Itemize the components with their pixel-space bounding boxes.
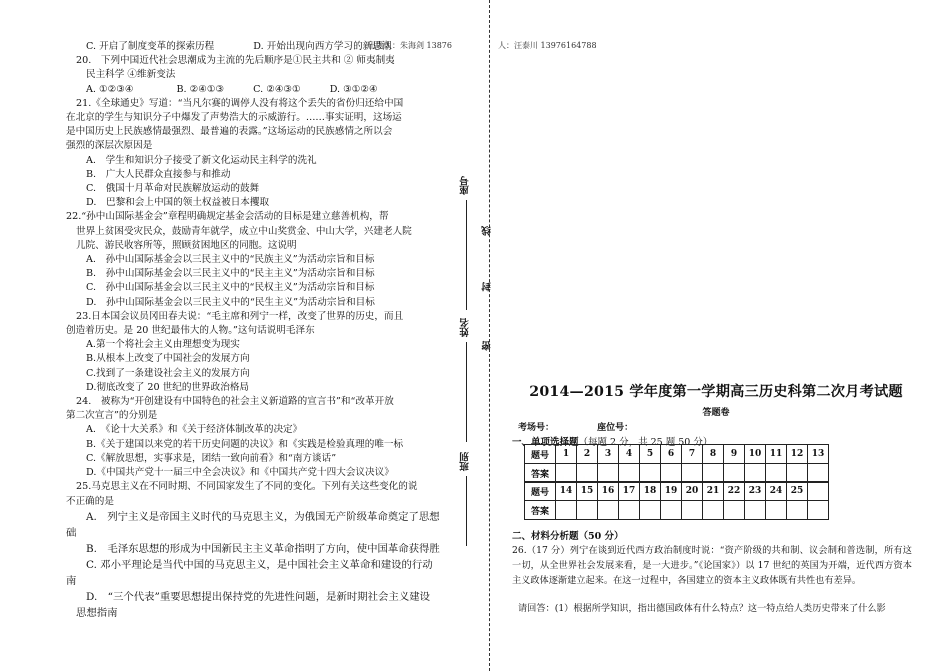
question-number-cell: 11 — [766, 445, 787, 464]
q22-option-d: D. 孙中山国际基金会以三民主义中的“民生主义”为活动宗旨和目标 — [86, 296, 375, 308]
q22-option-a: A. 孙中山国际基金会以三民主义中的“民族主义”为活动宗旨和目标 — [86, 254, 375, 266]
q21-option-b: B. 广大人民群众直接参与和推动 — [86, 168, 231, 180]
answer-cell-8[interactable] — [703, 464, 724, 483]
answer-cell-21[interactable] — [703, 501, 724, 520]
answer-cell-17[interactable] — [619, 501, 640, 520]
question-number-cell: 23 — [745, 482, 766, 501]
q19-option-d: D. 开始出现向西方学习的新思潮 — [253, 41, 392, 52]
answer-cell-11[interactable] — [766, 464, 787, 483]
answer-cell-1[interactable] — [556, 464, 577, 483]
binding-label-seat: 座号 — [460, 176, 471, 195]
answer-cell-14[interactable] — [556, 501, 577, 520]
q25-option-c-cont: 南 — [66, 574, 77, 587]
answer-grid-1-answers — [525, 464, 829, 483]
q25-stem-1: 25.马克思主义在不同时期、不同国家发生了不同的变化。下列有关这些变化的说 — [76, 481, 418, 493]
q25-option-d-cont: 思想指南 — [76, 606, 118, 619]
left-question-column — [66, 40, 448, 660]
q24-stem-1: 24. 被称为“开创建设有中国特色的社会主义新道路的宣言书”和“改革开放 — [76, 396, 394, 408]
q20-stem: 20. 下列中国近代社会思潮成为主流的先后顺序是①民主共和 ② 师夷制夷 — [76, 55, 395, 67]
question-number-cell: 12 — [787, 445, 808, 464]
answer-cell-15[interactable] — [577, 501, 598, 520]
q24-option-c: C.《解放思想，实事求是，团结一致向前看》和“南方谈话” — [86, 452, 337, 464]
answer-cell-20[interactable] — [682, 501, 703, 520]
answer-cell-7[interactable] — [682, 464, 703, 483]
question-number-cell: 25 — [787, 482, 808, 501]
question-number-cell: 3 — [598, 445, 619, 464]
question-number-cell: 2 — [577, 445, 598, 464]
section1-note: （每题 2 分，共 25 题 50 分） — [578, 437, 713, 448]
q21-stem-3: 是中国历史上民族感情最强烈、最普遍的表露。”这场运动的民族感情之所以会 — [66, 126, 393, 138]
q22-stem-3: 儿院、游民收容所等，照顾贫困地区的同胞。这说明 — [76, 239, 297, 251]
answer-cell-24[interactable] — [766, 501, 787, 520]
binding-label-seal: 封 — [482, 282, 493, 292]
q20-stem-2: 民主科学 ④维新变法 — [86, 69, 176, 81]
question-number-cell: 21 — [703, 482, 724, 501]
question-number-cell: 10 — [745, 445, 766, 464]
answer-cell-10[interactable] — [745, 464, 766, 483]
q23-option-c: C.找到了一条建设社会主义的发展方向 — [86, 367, 250, 379]
answer-grid-2 — [524, 481, 829, 520]
fold-line — [489, 0, 490, 671]
answer-cell-12[interactable] — [787, 464, 808, 483]
q23-option-d: D.彻底改变了 20 世纪的世界政治格局 — [86, 381, 250, 393]
blank-cell — [808, 501, 829, 520]
answer-cell-9[interactable] — [724, 464, 745, 483]
q20-option-a: A. ①②③④ — [86, 83, 134, 95]
q20-option-d: D. ③①②④ — [329, 83, 378, 95]
answer-cell-6[interactable] — [661, 464, 682, 483]
question-number-cell: 9 — [724, 445, 745, 464]
binding-label-close: 密 — [482, 341, 493, 351]
q19-option-c: C. 开启了制度变革的探索历程 — [86, 41, 215, 52]
q20-options — [66, 83, 448, 97]
answer-cell-25[interactable] — [787, 501, 808, 520]
blank-cell — [808, 482, 829, 501]
binding-label-line: 线 — [482, 226, 493, 236]
question-number-cell: 18 — [640, 482, 661, 501]
q22-option-b: B. 孙中山国际基金会以三民主义中的“民主主义”为活动宗旨和目标 — [86, 268, 375, 280]
q24-option-a: A. 《论十大关系》和《关于经济体制改革的决定》 — [86, 424, 303, 436]
question-number-cell: 1 — [556, 445, 577, 464]
q22-stem-1: 22.“孙中山国际基金会”章程明确规定基金会活动的目标是建立慈善机构，帮 — [66, 211, 389, 223]
class-underline — [466, 476, 467, 546]
answer-grid-1 — [524, 444, 829, 483]
row-label-answer: 答案 — [525, 501, 556, 520]
answer-sheet-label: 答题卷 — [702, 408, 730, 418]
q25-option-a: A. 列宁主义是帝国主义时代的马克思主义，为俄国无产阶级革命奠定了思想 — [86, 510, 440, 523]
answer-cell-5[interactable] — [640, 464, 661, 483]
row-label-question: 题号 — [525, 482, 556, 501]
binding-label-class: 班别 — [460, 452, 471, 471]
question-number-cell: 24 — [766, 482, 787, 501]
question-number-cell: 14 — [556, 482, 577, 501]
q21-stem-2: 在北京的学生与知识分子中爆发了声势浩大的示威游行。……事实证明，这场运 — [66, 112, 402, 124]
answer-grid-2-answers — [525, 501, 829, 520]
section2-title: 二、材料分析题（50 分） — [512, 531, 624, 542]
answer-cell-22[interactable] — [724, 501, 745, 520]
section1-title: 一、单项选择题 — [512, 437, 579, 448]
question-number-cell: 16 — [598, 482, 619, 501]
question-number-cell: 4 — [619, 445, 640, 464]
name-underline — [466, 342, 467, 442]
q23-option-b: B.从根本上改变了中国社会的发展方向 — [86, 353, 250, 365]
q20-option-b: B. ②④①③ — [176, 83, 225, 95]
q24-option-d: D.《中国共产党十一届三中全会决议》和《中国共产党十四大会议决议》 — [86, 467, 394, 479]
question-number-cell: 13 — [808, 445, 829, 464]
q21-stem-4: 强烈的深层次原因是 — [66, 140, 153, 152]
exam-title: 2014—2015 学年度第一学期高三历史科第二次月考试题 — [529, 384, 903, 400]
answer-grid-2-numbers — [525, 482, 829, 501]
q25-option-b: B. 毛泽东思想的形成为中国新民主主义革命指明了方向，使中国革命获得胜 — [86, 542, 440, 555]
q22-stem-2: 世界上贫困受灾民众，鼓励青年就学，成立中山奖赏金、中山大学，兴建老人院 — [76, 225, 412, 237]
q21-stem-1: 21.《全球通史》写道：“当凡尔赛的调停人没有将这个丢失的省份归还给中国 — [76, 97, 404, 109]
answer-cell-2[interactable] — [577, 464, 598, 483]
q25-option-a-cont: 础 — [66, 526, 77, 539]
answer-cell-18[interactable] — [640, 501, 661, 520]
question-number-cell: 17 — [619, 482, 640, 501]
question-number-cell: 5 — [640, 445, 661, 464]
question-number-cell: 19 — [661, 482, 682, 501]
answer-cell-4[interactable] — [619, 464, 640, 483]
q24-stem-2: 第二次宣言”的分别是 — [66, 410, 158, 422]
row-label-question: 题号 — [525, 445, 556, 464]
answer-cell-23[interactable] — [745, 501, 766, 520]
exam-fields — [518, 420, 673, 433]
answer-cell-13[interactable] — [808, 464, 829, 483]
q19-options — [66, 40, 448, 54]
seat-underline — [466, 200, 467, 310]
seat-number-label: 座位号： — [597, 423, 634, 433]
q26-ask: 请回答：(1）根据所学知识，指出德国政体有什么特点？这一特点给人类历史带来了什么影 — [518, 603, 886, 614]
header-author-right: 人：汪泰川 13976164788 — [498, 41, 597, 50]
q23-option-a: A.第一个将社会主义由理想变为现实 — [86, 339, 240, 351]
question-number-cell: 8 — [703, 445, 724, 464]
exam-room-label: 考场号： — [518, 423, 555, 433]
question-number-cell: 22 — [724, 482, 745, 501]
row-label-answer: 答案 — [525, 464, 556, 483]
q25-option-d: D. “三个代表”重要思想提出保持党的先进性问题，是新时期社会主义建设 — [86, 590, 430, 603]
q21-option-d: D. 巴黎和会上中国的领土权益被日本攫取 — [86, 197, 270, 209]
q26-text: 26.（17 分）列宁在谈到近代西方政治制度时说：“资产阶级的共和制、议会制和普选制，所有这一切，从全世界社会发展来看，是一大进步。”《论国家》）以 17 世纪的英国为开端，近代西方资本主义政体逐渐建立起来。在这一过程中，各国建立的资本主义政体既有共性也有差异。 — [512, 545, 912, 587]
q23-stem-2: 创造着历史。是 20 世纪最伟大的人物。”这句话说明毛泽东 — [66, 325, 315, 337]
answer-grid-1-numbers — [525, 445, 829, 464]
q21-option-a: A. 学生和知识分子接受了新文化运动民主科学的洗礼 — [86, 154, 317, 166]
header-author-left: 出题人：朱海剑 13876 — [368, 41, 452, 50]
question-number-cell: 15 — [577, 482, 598, 501]
q20-option-c: C. ②④③① — [253, 83, 301, 95]
answer-cell-3[interactable] — [598, 464, 619, 483]
q25-stem-2: 不正确的是 — [66, 495, 114, 507]
question-number-cell: 20 — [682, 482, 703, 501]
answer-cell-19[interactable] — [661, 501, 682, 520]
question-number-cell: 7 — [682, 445, 703, 464]
q23-stem-1: 23.日本国会议员冈田春夫说：“毛主席和列宁一样，改变了世界的历史，而且 — [76, 310, 404, 322]
binding-label-name: 姓名 — [460, 318, 471, 337]
answer-cell-16[interactable] — [598, 501, 619, 520]
q24-option-b: B.《关于建国以来党的若干历史问题的决议》和《实践是检验真理的唯一标 — [86, 438, 404, 450]
q22-option-c: C. 孙中山国际基金会以三民主义中的“民权主义”为活动宗旨和目标 — [86, 282, 375, 294]
question-number-cell: 6 — [661, 445, 682, 464]
q25-option-c: C. 邓小平理论是当代中国的马克思主义，是中国社会主义革命和建设的行动 — [86, 558, 433, 571]
q21-option-c: C. 俄国十月革命对民族解放运动的鼓舞 — [86, 183, 260, 195]
